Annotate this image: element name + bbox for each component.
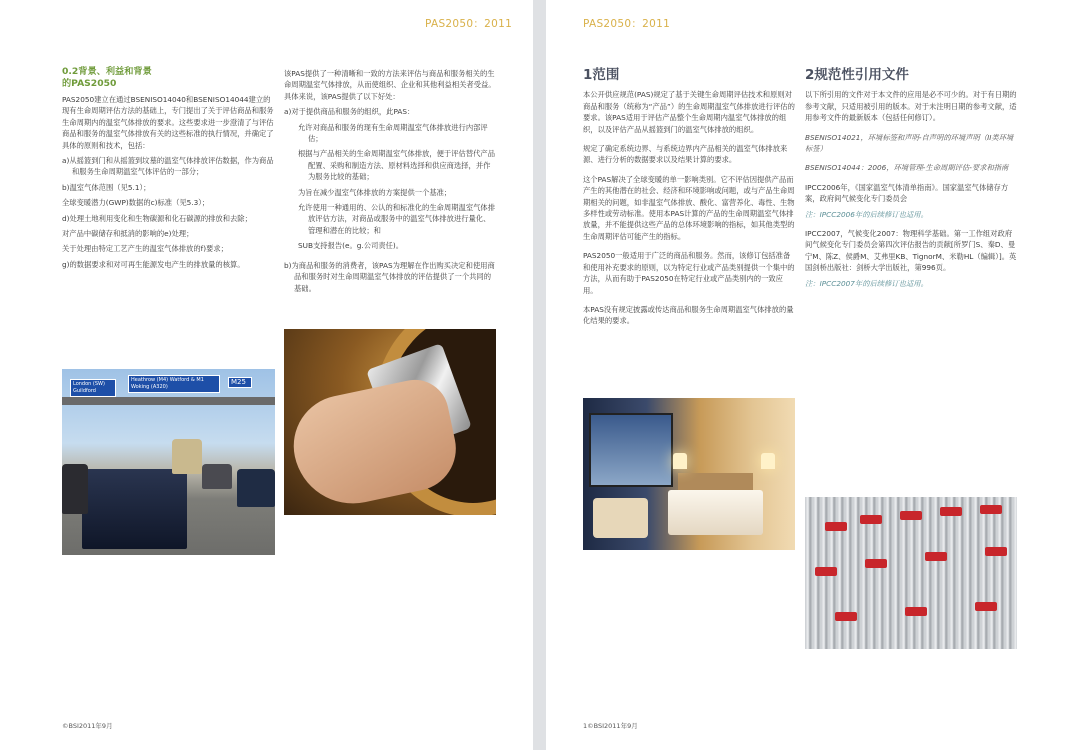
- list-item: 全球变暖潜力(GWP)数据的c)标准（见5.3）；: [62, 198, 210, 208]
- list-item: 关于处理由特定工艺产生的温室气体排放的f)要求；: [62, 244, 228, 254]
- trolley-handle: [835, 612, 857, 621]
- trolley-handle: [980, 505, 1002, 514]
- reference-note: 注：IPCC2006年的后续修订也适用。: [805, 209, 928, 219]
- trolley-handle: [940, 507, 962, 516]
- right-column-1: [583, 67, 795, 331]
- shopping-trolleys-photo: [805, 497, 1017, 649]
- section-title: [62, 66, 275, 90]
- trolley-handle: [900, 511, 922, 520]
- reference: IPCC2007，气候变化2007：物理科学基础。第一工作组对政府间气候变化专门委员会第四次评估报告的贡献[所罗门S、秦D、曼宁M、陈Z、侯爵M、艾弗里KB、TignorM、米勒HL（编辑）]。英国剑桥出版社：剑桥大学出版社，第996页。: [805, 229, 1017, 273]
- list-item: 允许使用一种通用的、公认的和标准化的生命周期温室气体排放评估方法，对商品或服务中的温室气体排放进行量化、管理和潜在的比较；和: [298, 203, 496, 235]
- sofa: [593, 498, 648, 538]
- paragraph: 这个PAS解决了全球变暖的单一影响类别。它不评估因提供产品而产生的其他潜在的社会、经济和环境影响或问题，或与产品生命周期相关的问题，如非温室气体排放、酸化、富营养化、毒性、生物多样性或劳动标准。使用本PAS计算的产品的生命周期温室气体排放量，并不能提供这些产品的总体环境影响的指标，如其他类型的生命周期评估可能产生的指标。: [583, 174, 795, 241]
- car: [202, 464, 232, 489]
- list-item: 为旨在减少温室气体排放的方案提供一个基准；: [298, 187, 452, 197]
- road-sign: Heathrow (M4) Watford & M1 Woking (A320): [128, 375, 220, 393]
- window: [589, 413, 673, 487]
- left-page: [0, 0, 533, 750]
- car: [237, 469, 275, 507]
- hand-recycling-bag-photo: [284, 329, 496, 515]
- right-page: [546, 0, 1080, 750]
- footer-left: ©BSI2011年9月: [62, 722, 113, 730]
- paragraph: 以下所引用的文件对于本文件的应用是必不可少的。对于有日期的参考文献，只适用被引用的版本。对于未注明日期的参考文献，适用参考文件的最新版本（包括任何修订）。: [805, 90, 1017, 123]
- car: [62, 464, 88, 514]
- footer-right: 1©BSI2011年9月: [583, 722, 638, 730]
- reference: IPCC2006年，《国家温室气体清单指南》。国家温室气体储存方案，政府间气候变化专门委员会: [805, 182, 1009, 204]
- left-column-1: [62, 66, 275, 274]
- left-column-2: [284, 68, 496, 298]
- lamp: [673, 453, 687, 469]
- reference-note: 注：IPCC2007年的后续修订也适用。: [805, 278, 928, 288]
- running-header-left: PAS2050：2011: [425, 18, 513, 30]
- references-heading: 2规范性引用文件: [805, 67, 909, 83]
- list-item: 根据与产品相关的生命周期温室气体排放，便于评估替代产品配置、采购和制造方法、原材料选择和供应商选择，并作为服务比较的基础；: [298, 149, 496, 182]
- reference: BSENISO14044：2006，环境管理-生命周期评估-要求和指南: [805, 163, 1009, 173]
- paragraph: 该PAS提供了一种清晰和一致的方法来评估与商品和服务相关的生命周期温室气体排放，从而使组织、企业和其他利益相关者受益。具体来说，该PAS提供了以下好处：: [284, 69, 496, 101]
- paragraph: 规定了确定系统边界、与系统边界内产品相关的温室气体排放来源、进行分析的数据要求以及结果计算的要求。: [583, 144, 788, 165]
- motorway-traffic-photo: [62, 369, 275, 555]
- bed: [668, 490, 763, 535]
- section-title-line-2: 的PAS2050: [62, 78, 117, 89]
- list-item: b)温室气体范围（见5.1）；: [62, 182, 151, 192]
- sign-gantry: [62, 397, 275, 405]
- car: [82, 469, 187, 549]
- list-item: 对产品中碳储存和抵消的影响的e)处理；: [62, 229, 194, 239]
- list-item: g)的数据要求和对可再生能源发电产生的排放量的核算。: [62, 259, 245, 269]
- right-column-2: [805, 67, 1017, 293]
- trolley-handle: [865, 559, 887, 568]
- paragraph: 本PAS没有规定披露或传达商品和服务生命周期温室气体排放的量化结果的要求。: [583, 304, 794, 326]
- list-item: b)为商品和服务的消费者，该PAS为理解在作出购买决定和使用商品和服务时对生命周期温室气体排放的评估提供了一个共同的基础。: [284, 260, 495, 293]
- road-sign: London (SW) Guildford: [70, 379, 116, 397]
- trolley-handle: [815, 567, 837, 576]
- trolley-handle: [860, 515, 882, 524]
- list-item: 允许对商品和服务的现有生命周期温室气体排放进行内部评估；: [298, 122, 488, 144]
- lamp: [761, 453, 775, 469]
- trolley-handle: [905, 607, 927, 616]
- truck: [172, 439, 202, 474]
- list-heading: a)对于提供商品和服务的组织，此PAS：: [284, 107, 415, 117]
- reference: BSENISO14021，环境标签和声明-自声明的环境声明（II类环境标签）: [805, 132, 1014, 154]
- paragraph: PAS2050一般适用于广泛的商品和服务。然而，该修订包括准备和使用补充要求的原则，以为特定行业或产品类别提供一个集中的方法，从而有助于PAS2050在特定行业或产品类别内的一致应用。: [583, 251, 795, 295]
- list-item: a)从摇篮到门和从摇篮到坟墓的温室气体排放评估数据，作为商品和服务生命周期温室气体评估的一部分；: [62, 156, 274, 177]
- running-header-right: PAS2050：2011: [583, 18, 671, 30]
- paragraph: 本公开供应规范(PAS)规定了基于关键生命周期评估技术和原则对商品和服务（统称为“产品”）的生命周期温室气体排放进行评估的要求。该PAS适用于评估产品整个生命周期内温室气体排放的组织，以及评估产品从摇篮到门的温室气体排放的组织。: [583, 90, 795, 134]
- scope-heading: 1范围: [583, 67, 620, 83]
- trolley-handle: [975, 602, 997, 611]
- trolley-handle: [825, 522, 847, 531]
- trolley-handle: [985, 547, 1007, 556]
- list-item: d)处理土地利用变化和生物碳源和化石碳源的排放和去除；: [62, 213, 252, 223]
- section-title-line-1: 0.2背景、利益和背景: [62, 66, 152, 77]
- trolley-handle: [925, 552, 947, 561]
- hotel-room-photo: [583, 398, 795, 550]
- list-item: SUB支持报告(e。g.公司责任)。: [298, 241, 404, 251]
- road-sign: M25: [228, 377, 252, 388]
- page-gutter: [533, 0, 546, 750]
- paragraph: PAS2050建立在通过BSENISO14040和BSENISO14044建立的现有生命周期评估方法的基础上，专门提出了关于评估商品和服务生命周期内的温室气体排放的要求。这些要求进一步澄清了与评估商品和服务的温室气体排放有关的这些标准的执行情况，并确定了具体的原则和技术，包括：: [62, 95, 274, 150]
